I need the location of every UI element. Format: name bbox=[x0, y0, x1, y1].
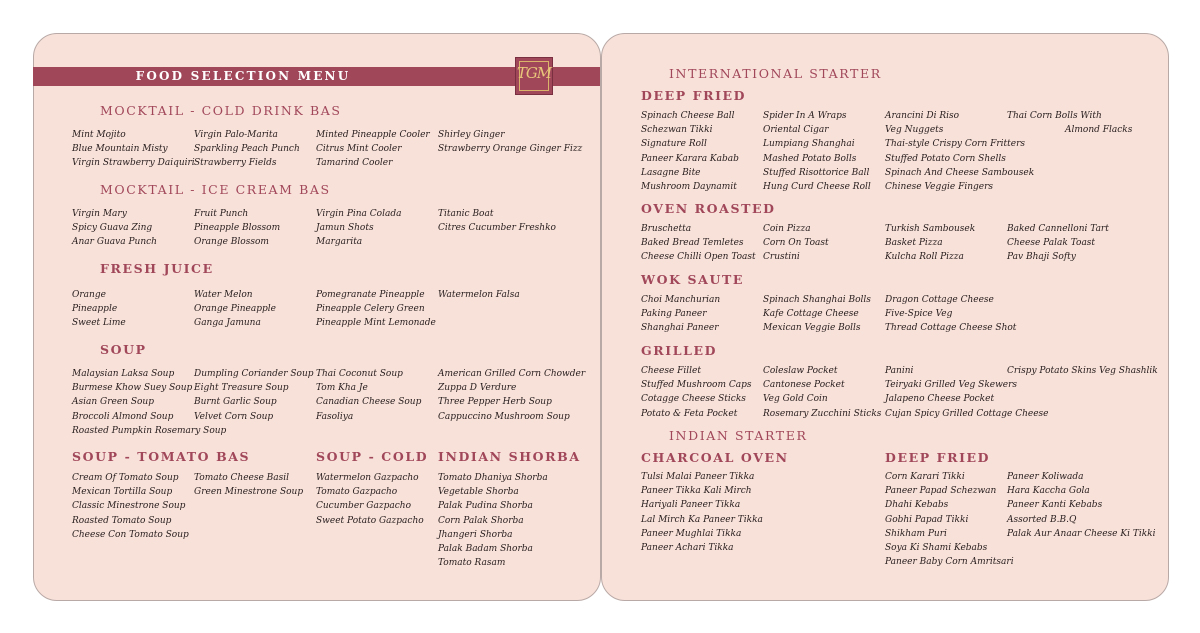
menu-column bbox=[763, 364, 885, 421]
menu-item: Arancini Di Riso bbox=[885, 111, 960, 121]
menu-item: Cujan Spicy Grilled Cottage Cheese bbox=[885, 408, 1049, 419]
menu-column bbox=[438, 128, 583, 156]
menu-item: Veg Gold Coin bbox=[763, 394, 828, 405]
menu-item: Pineapple Blossom bbox=[194, 223, 281, 234]
menu-item: Cream Of Tomato Soup bbox=[72, 473, 179, 483]
menu-item: Burnt Garlic Soup bbox=[194, 397, 277, 408]
menu-item: Jalapeno Cheese Pocket bbox=[885, 394, 995, 405]
menu-item: Palak Badam Shorba bbox=[438, 544, 533, 555]
menu-item: Eight Treasure Soup bbox=[194, 383, 289, 394]
menu-item: Tulsi Malai Paneer Tikka bbox=[641, 472, 755, 482]
menu-item: Paking Paneer bbox=[641, 309, 707, 320]
menu-item: Basket Pizza bbox=[885, 238, 943, 249]
menu-column bbox=[1007, 470, 1156, 541]
section-title-fresh-juice: FRESH JUICE bbox=[100, 261, 214, 276]
menu-column bbox=[72, 367, 227, 438]
menu-item: Palak Pudina Shorba bbox=[438, 501, 533, 512]
menu-item: Water Melon bbox=[194, 290, 253, 300]
menu-column bbox=[763, 293, 885, 336]
heading-indian-starter: INDIAN STARTER bbox=[669, 428, 808, 443]
menu-item: Lasagne Bite bbox=[641, 167, 701, 178]
menu-item: Stuffed Risottorice Ball bbox=[763, 167, 870, 178]
menu-item: Shanghai Paneer bbox=[641, 323, 719, 334]
menu-column bbox=[641, 222, 763, 265]
menu-item: Cheese Fillet bbox=[641, 366, 701, 376]
menu-item: Paneer Koliwada bbox=[1007, 472, 1084, 482]
section-title-indian-shorba: INDIAN SHORBA bbox=[438, 449, 581, 464]
menu-item: Paneer Mughlai Tikka bbox=[641, 528, 742, 539]
menu-item: Titanic Boat bbox=[438, 209, 494, 219]
menu-item: Bruschetta bbox=[641, 224, 692, 234]
menu-item: Roasted Pumpkin Rosemary Soup bbox=[72, 425, 227, 436]
section-title-grilled: GRILLED bbox=[641, 343, 718, 358]
menu-item: Veg Nuggets bbox=[885, 125, 944, 136]
menu-item: Fasoliya bbox=[316, 411, 354, 422]
menu-item: Classic Minestrone Soup bbox=[72, 501, 186, 512]
menu-item: Kulcha Roll Pizza bbox=[885, 252, 964, 263]
menu-item: Virgin Strawberry Daiquiri bbox=[72, 158, 195, 169]
menu-column bbox=[641, 470, 763, 555]
menu-item: Baked Cannelloni Tart bbox=[1007, 224, 1109, 234]
menu-column bbox=[885, 222, 1007, 265]
menu-item: Watermelon Gazpacho bbox=[316, 473, 419, 483]
menu-item: Anar Guava Punch bbox=[72, 237, 157, 248]
menu-item: Cheese Palak Toast bbox=[1007, 238, 1096, 249]
section-title-oven-roasted: OVEN ROASTED bbox=[641, 201, 776, 216]
menu-column bbox=[885, 470, 1014, 569]
menu-item: Chinese Veggie Fingers bbox=[885, 182, 994, 193]
logo-monogram: TGM bbox=[516, 64, 552, 82]
section-title-charcoal-oven: CHARCOAL OVEN bbox=[641, 450, 789, 465]
menu-column bbox=[641, 109, 763, 194]
menu-column bbox=[763, 222, 885, 265]
menu-item: Roasted Tomato Soup bbox=[72, 515, 172, 526]
menu-item: Spinach Shanghai Bolls bbox=[763, 295, 871, 305]
menu-item: Pineapple Mint Lemonade bbox=[316, 318, 436, 329]
menu-column bbox=[316, 367, 438, 424]
section-title-soup: SOUP bbox=[100, 342, 147, 357]
menu-item: Orange Pineapple bbox=[194, 304, 276, 315]
menu-item: Orange bbox=[72, 290, 106, 300]
menu-item: Strawberry Orange Ginger Fizz bbox=[438, 144, 583, 155]
menu-column bbox=[885, 293, 1017, 336]
menu-item: Velvet Corn Soup bbox=[194, 411, 274, 422]
menu-column bbox=[72, 128, 194, 171]
menu-item: Citres Cucumber Freshko bbox=[438, 223, 556, 234]
menu-item: Tomato Cheese Basil bbox=[194, 473, 290, 483]
menu-item: Hariyali Paneer Tikka bbox=[641, 500, 741, 511]
menu-item: Mexican Veggie Bolls bbox=[763, 323, 861, 334]
menu-column bbox=[1007, 109, 1133, 137]
menu-item: Orange Blossom bbox=[194, 237, 269, 248]
menu-item: Watermelon Falsa bbox=[438, 290, 520, 300]
menu-column bbox=[438, 207, 560, 235]
menu-item: Signature Roll bbox=[641, 139, 707, 150]
heading-international-starter: INTERNATIONAL STARTER bbox=[669, 66, 882, 81]
menu-item: Canadian Cheese Soup bbox=[316, 397, 422, 408]
menu-item: Blue Mountain Misty bbox=[72, 144, 168, 155]
menu-column bbox=[1007, 364, 1158, 378]
menu-item: Pomegranate Pineapple bbox=[316, 290, 425, 300]
menu-item: Coin Pizza bbox=[763, 224, 811, 234]
menu-item: Thread Cottage Cheese Shot bbox=[885, 323, 1017, 334]
menu-item: Virgin Pina Colada bbox=[316, 209, 402, 219]
menu-item: Crustini bbox=[763, 252, 800, 263]
menu-item: Dumpling Coriander Soup bbox=[194, 369, 314, 379]
menu-item: Broccoli Almond Soup bbox=[72, 411, 174, 422]
menu-column bbox=[194, 288, 316, 331]
menu-item: Jhangeri Shorba bbox=[438, 529, 513, 540]
menu-item: Ganga Jamuna bbox=[194, 318, 261, 329]
section-title-deep-fried: DEEP FRIED bbox=[641, 88, 747, 103]
menu-item: Potato & Feta Pocket bbox=[641, 408, 738, 419]
menu-column bbox=[316, 471, 438, 528]
menu-item: Cheese Con Tomato Soup bbox=[72, 529, 189, 540]
menu-item: Sweet Potato Gazpacho bbox=[316, 515, 424, 526]
menu-item: Lumpiang Shanghai bbox=[763, 139, 855, 150]
menu-item: Dhahi Kebabs bbox=[885, 500, 949, 511]
menu-item: Zuppa D Verdure bbox=[438, 383, 517, 394]
menu-item: Burmese Khow Suey Soup bbox=[72, 383, 193, 394]
section-title-mocktail-cold: MOCKTAIL - COLD DRINK BAS bbox=[100, 103, 342, 118]
menu-item: Minted Pineapple Cooler bbox=[316, 130, 430, 140]
menu-item: Cheese Chilli Open Toast bbox=[641, 252, 756, 263]
menu-item: Shirley Ginger bbox=[438, 130, 505, 140]
menu-item: Corn Palak Shorba bbox=[438, 515, 524, 526]
menu-item: Cantonese Pocket bbox=[763, 380, 845, 391]
menu-column bbox=[438, 471, 560, 570]
menu-item: Mexican Tortilla Soup bbox=[72, 487, 173, 498]
menu-column bbox=[72, 207, 194, 250]
menu-item: Five-Spice Veg bbox=[885, 309, 953, 320]
menu-item: Stuffed Potato Corn Shells bbox=[885, 153, 1006, 164]
menu-title: FOOD SELECTION MENU bbox=[135, 69, 351, 83]
menu-column bbox=[194, 207, 316, 250]
section-title-wok-saute: WOK SAUTE bbox=[641, 272, 744, 287]
section-title-mocktail-ice-cream: MOCKTAIL - ICE CREAM BAS bbox=[100, 182, 331, 197]
menu-item: Lal Mirch Ka Paneer Tikka bbox=[641, 514, 763, 525]
menu-item: Sweet Lime bbox=[72, 318, 126, 329]
menu-column bbox=[72, 288, 194, 331]
menu-item: Cotagge Cheese Sticks bbox=[641, 394, 746, 405]
menu-column bbox=[438, 367, 586, 424]
section-title-soup-cold: SOUP - COLD bbox=[316, 449, 429, 464]
menu-item: Soya Ki Shami Kebabs bbox=[885, 543, 988, 554]
section-title-deep-fried-indian: DEEP FRIED bbox=[885, 450, 991, 465]
menu-item: Teiryaki Grilled Veg Skewers bbox=[885, 380, 1018, 391]
menu-column bbox=[72, 471, 194, 542]
menu-column bbox=[763, 109, 885, 194]
menu-item: Kafe Cottage Cheese bbox=[763, 309, 859, 320]
menu-item: Paneer Achari Tikka bbox=[641, 543, 734, 554]
menu-item: Corn Karari Tikki bbox=[885, 472, 965, 482]
menu-column bbox=[438, 288, 560, 302]
menu-item: Corn On Toast bbox=[763, 238, 829, 249]
menu-item: American Grilled Corn Chowder bbox=[438, 369, 586, 379]
menu-item: Pav Bhaji Softy bbox=[1007, 252, 1076, 263]
menu-item: Turkish Sambousek bbox=[885, 224, 976, 234]
menu-item: Vegetable Shorba bbox=[438, 487, 519, 498]
menu-item: Almond Flacks bbox=[1065, 125, 1133, 136]
menu-item: Sparkling Peach Punch bbox=[194, 144, 300, 155]
menu-column bbox=[641, 293, 763, 336]
menu-item: Tamarind Cooler bbox=[316, 158, 393, 169]
menu-column bbox=[316, 128, 438, 171]
menu-item: Paneer Baby Corn Amritsari bbox=[885, 557, 1014, 568]
menu-item: Mashed Potato Bolls bbox=[763, 153, 857, 164]
menu-item: Tomato Dhaniya Shorba bbox=[438, 473, 548, 483]
menu-item: Asian Green Soup bbox=[72, 397, 154, 408]
menu-item: Malaysian Laksa Soup bbox=[72, 369, 175, 379]
menu-item: Mushroom Daynamit bbox=[641, 182, 737, 193]
menu-column bbox=[885, 109, 1035, 194]
menu-item: Dragon Cottage Cheese bbox=[885, 295, 994, 305]
menu-item: Tom Kha Je bbox=[316, 383, 368, 394]
menu-item: Spider In A Wraps bbox=[763, 111, 847, 121]
menu-item: Pineapple Celery Green bbox=[316, 304, 425, 315]
menu-item: Thai Corn Bolls With bbox=[1007, 111, 1102, 121]
menu-item: Fruit Punch bbox=[194, 209, 249, 219]
menu-item: Crispy Potato Skins Veg Shashlik bbox=[1007, 366, 1158, 376]
menu-item: Oriental Cigar bbox=[763, 125, 829, 136]
menu-item: Paneer Tikka Kali Mirch bbox=[641, 486, 752, 497]
menu-item: Palak Aur Anaar Cheese Ki Tikki bbox=[1007, 528, 1156, 539]
menu-item: Tomato Gazpacho bbox=[316, 487, 398, 498]
menu-item: Green Minestrone Soup bbox=[194, 487, 304, 498]
menu-item: Baked Bread Temletes bbox=[641, 238, 744, 249]
menu-item: Choi Manchurian bbox=[641, 295, 721, 305]
menu-item: Tomato Rasam bbox=[438, 558, 506, 569]
menu-item: Gobhi Papad Tikki bbox=[885, 514, 969, 525]
menu-item: Assorted B.B.Q bbox=[1007, 514, 1077, 525]
menu-item: Cappuccino Mushroom Soup bbox=[438, 411, 570, 422]
menu-item: Paneer Kanti Kebabs bbox=[1007, 500, 1103, 511]
menu-item: Pineapple bbox=[72, 304, 118, 315]
menu-item: Thai-style Crispy Corn Fritters bbox=[885, 139, 1026, 150]
menu-column bbox=[885, 364, 1049, 421]
menu-item: Coleslaw Pocket bbox=[763, 366, 838, 376]
menu-column bbox=[194, 367, 316, 424]
menu-item: Virgin Mary bbox=[72, 209, 127, 219]
section-title-soup-tomato: SOUP - TOMATO BAS bbox=[72, 449, 251, 464]
menu-item: Stuffed Mushroom Caps bbox=[641, 380, 752, 391]
menu-item: Margarita bbox=[316, 237, 363, 248]
menu-item: Paneer Papad Schezwan bbox=[885, 486, 997, 497]
menu-column bbox=[194, 128, 316, 171]
menu-column bbox=[1007, 222, 1129, 265]
menu-item: Thai Coconut Soup bbox=[316, 369, 403, 379]
menu-item: Rosemary Zucchini Sticks bbox=[763, 408, 882, 419]
menu-item: Hara Kaccha Gola bbox=[1007, 486, 1090, 497]
menu-item: Schezwan Tikki bbox=[641, 125, 713, 136]
brand-logo bbox=[515, 57, 553, 95]
menu-item: Hung Curd Cheese Roll bbox=[763, 182, 871, 193]
menu-item: Mint Mojito bbox=[72, 130, 126, 140]
menu-item: Jamun Shots bbox=[316, 223, 374, 234]
menu-item: Three Pepper Herb Soup bbox=[438, 397, 552, 408]
menu-item: Virgin Palo-Marita bbox=[194, 130, 278, 140]
menu-item: Strawberry Fields bbox=[194, 158, 277, 169]
menu-item: Shikham Puri bbox=[885, 528, 947, 539]
menu-item: Spicy Guava Zing bbox=[72, 223, 153, 234]
menu-item: Panini bbox=[885, 366, 914, 376]
menu-item: Paneer Karara Kabab bbox=[641, 153, 739, 164]
menu-column bbox=[316, 288, 438, 331]
menu-item: Spinach Cheese Ball bbox=[641, 111, 735, 121]
menu-item: Citrus Mint Cooler bbox=[316, 144, 402, 155]
menu-column bbox=[194, 471, 316, 499]
menu-item: Spinach And Cheese Sambousek bbox=[885, 167, 1035, 178]
menu-column bbox=[641, 364, 763, 421]
menu-column bbox=[316, 207, 438, 250]
menu-item: Cucumber Gazpacho bbox=[316, 501, 411, 512]
